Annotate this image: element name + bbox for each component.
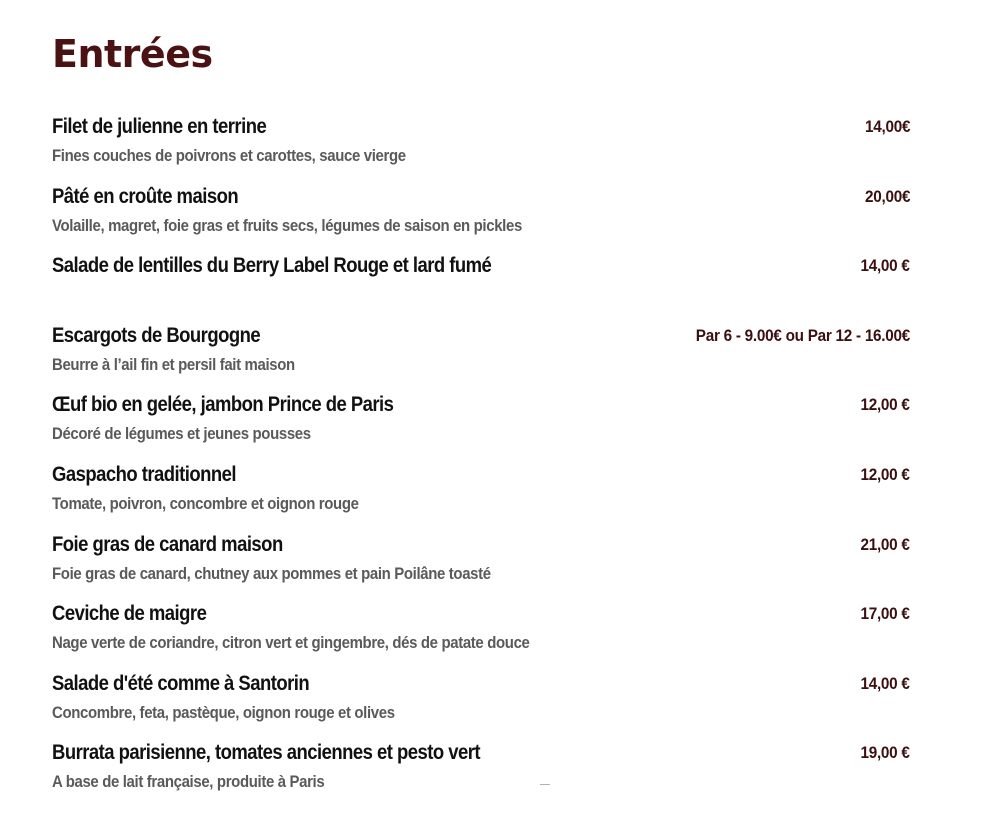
item-description: A base de lait française, produite à Paris bbox=[52, 772, 325, 792]
item-price: Par 6 - 9.00€ ou Par 12 - 16.00€ bbox=[695, 325, 910, 345]
item-name: Foie gras de canard maison bbox=[52, 532, 283, 556]
item-description: Beurre à l’ail fin et persil fait maison bbox=[52, 354, 295, 374]
item-price: 14,00 € bbox=[860, 673, 910, 693]
menu-item bbox=[52, 112, 910, 182]
menu-item bbox=[52, 599, 910, 669]
item-description: Tomate, poivron, concombre et oignon rouge bbox=[52, 493, 359, 513]
item-description: Nage verte de coriandre, citron vert et gingembre, dés de patate douce bbox=[52, 633, 530, 653]
item-description: Concombre, feta, pastèque, oignon rouge et olives bbox=[52, 702, 395, 722]
item-description: Décoré de légumes et jeunes pousses bbox=[52, 424, 311, 444]
item-price: 20,00€ bbox=[864, 186, 910, 206]
item-price: 12,00 € bbox=[860, 464, 910, 484]
menu-item bbox=[52, 182, 910, 252]
item-price: 19,00 € bbox=[860, 743, 910, 763]
menu-item bbox=[52, 460, 910, 530]
item-name: Œuf bio en gelée, jambon Prince de Paris bbox=[52, 393, 394, 417]
item-name: Escargots de Bourgogne bbox=[52, 323, 261, 347]
menu-item bbox=[52, 669, 910, 739]
item-name: Ceviche de maigre bbox=[52, 602, 207, 626]
item-price: 21,00 € bbox=[860, 534, 910, 554]
menu-item bbox=[52, 530, 910, 600]
item-description: Foie gras de canard, chutney aux pommes et pain Poilâne toasté bbox=[52, 563, 491, 583]
item-name: Salade d'été comme à Santorin bbox=[52, 671, 310, 695]
section-title: Entrées bbox=[52, 32, 213, 76]
menu-item bbox=[52, 321, 910, 391]
item-price: 14,00 € bbox=[860, 256, 910, 276]
item-name: Pâté en croûte maison bbox=[52, 184, 239, 208]
menu-item bbox=[52, 738, 910, 808]
item-name: Gaspacho traditionnel bbox=[52, 462, 237, 486]
menu-item bbox=[52, 390, 910, 460]
item-name: Filet de julienne en terrine bbox=[52, 115, 267, 138]
item-price: 17,00 € bbox=[860, 604, 910, 624]
bottom-divider bbox=[540, 784, 550, 785]
item-description: Volaille, magret, foie gras et fruits secs, légumes de saison en pickles bbox=[52, 215, 522, 235]
item-description: Fines couches de poivrons et carottes, sauce vierge bbox=[52, 146, 406, 165]
item-price: 12,00 € bbox=[860, 395, 910, 415]
item-name: Salade de lentilles du Berry Label Rouge et lard fumé bbox=[52, 254, 492, 278]
menu-item bbox=[52, 251, 910, 321]
menu-list bbox=[52, 112, 910, 808]
item-name: Burrata parisienne, tomates anciennes et pesto vert bbox=[52, 741, 481, 765]
item-price: 14,00€ bbox=[864, 117, 910, 136]
